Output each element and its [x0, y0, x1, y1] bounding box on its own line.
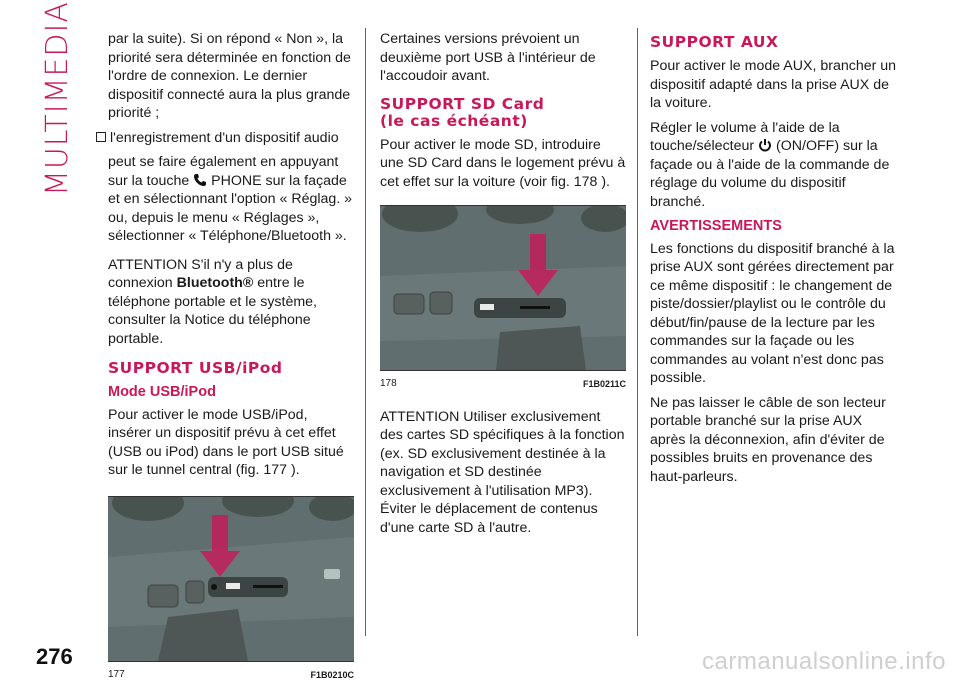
paragraph: Pour activer le mode AUX, brancher un dispositif adapté dans la prise AUX de la voiture.	[650, 57, 900, 113]
paragraph: Pour activer le mode USB/iPod, insérer un dispositif prévu à cet effet (USB ou iPod) dans le port USB situé sur le tunnel central (fig. 177 ).	[108, 406, 354, 480]
column-1	[108, 30, 354, 684]
checkbox-bullet-icon	[96, 132, 106, 142]
paragraph: Régler le volume à l'aide de la touche/sélecteur (ON/OFF) sur la façade ou à l'aide de la commande de réglage du volume du dispositif branché.	[650, 119, 900, 212]
paragraph: peut se faire également en appuyant sur la touche PHONE sur la façade et en sélectionnant l'option « Réglag. » ou, depuis le menu « Réglages », sélectionner « Téléphone/Bluetooth ».	[108, 153, 354, 246]
paragraph: ATTENTION Utiliser exclusivement des cartes SD spécifiques à la fonction (ex. SD exclusivement destinée à la navigation et SD destinée exclusivement à l'utilisation MP3). Éviter le déplacement de contenus d'une carte SD à l'autre.	[380, 408, 626, 538]
column-divider	[637, 28, 638, 636]
paragraph: Ne pas laisser le câble de son lecteur portable branché sur la prise AUX après la déconnexion, afin d'éviter de possibles bruits en provenance des haut-parleurs.	[650, 394, 900, 487]
section-label: MULTIMEDIA	[40, 28, 80, 228]
figure-code: F1B0211C	[583, 375, 626, 394]
power-knob-icon	[758, 138, 772, 152]
column-divider	[365, 28, 366, 636]
figure-number: 177	[108, 666, 125, 684]
figure-caption	[108, 662, 354, 684]
figure-178	[380, 205, 626, 371]
column-3	[650, 30, 900, 492]
paragraph: par la suite). Si on répond « Non », la priorité sera déterminée en fonction de l'ordre de connexion. Le dernier dispositif connecté aura la plus grande priorité ;	[108, 30, 354, 123]
column-2	[380, 30, 626, 543]
paragraph: Les fonctions du dispositif branché à la prise AUX sont gérées directement par ce même dispositif : le changement de piste/dossier/playlist ou le contrôle du début/fin/pause de la lecture par les commandes sur la façade ou les commandes au volant n'est donc pas possible.	[650, 240, 900, 388]
page-number: 276	[36, 644, 73, 670]
bullet-item: l'enregistrement d'un dispositif audio	[108, 129, 354, 148]
figure-number: 178	[380, 375, 397, 394]
paragraph: Certaines versions prévoient un deuxième port USB à l'intérieur de l'accoudoir avant.	[380, 30, 626, 86]
section-heading: SUPPORT AUX	[650, 34, 900, 51]
pointer-arrow-icon	[518, 234, 558, 296]
figure-caption	[380, 371, 626, 394]
section-heading: SUPPORT USB/iPod	[108, 360, 354, 377]
section-heading: SUPPORT SD Card (le cas échéant)	[380, 96, 626, 130]
paragraph: Pour activer le mode SD, introduire une SD Card dans le logement prévu à cet effet sur la voiture (voir fig. 178 ).	[380, 136, 626, 192]
watermark: carmanualsonline.info	[702, 648, 946, 676]
phone-icon	[193, 173, 207, 187]
pointer-arrow-icon	[200, 515, 240, 577]
subsection-heading: Mode USB/iPod	[108, 383, 354, 402]
brand-name: Bluetooth®	[177, 275, 254, 291]
sd-slot-photo	[380, 206, 626, 370]
subsection-heading: AVERTISSEMENTS	[650, 217, 900, 236]
paragraph: ATTENTION S'il n'y a plus de connexion Bluetooth® entre le téléphone portable et le système, consulter la Notice du téléphone portable.	[108, 256, 354, 349]
figure-177	[108, 496, 354, 662]
figure-code: F1B0210C	[310, 666, 354, 684]
